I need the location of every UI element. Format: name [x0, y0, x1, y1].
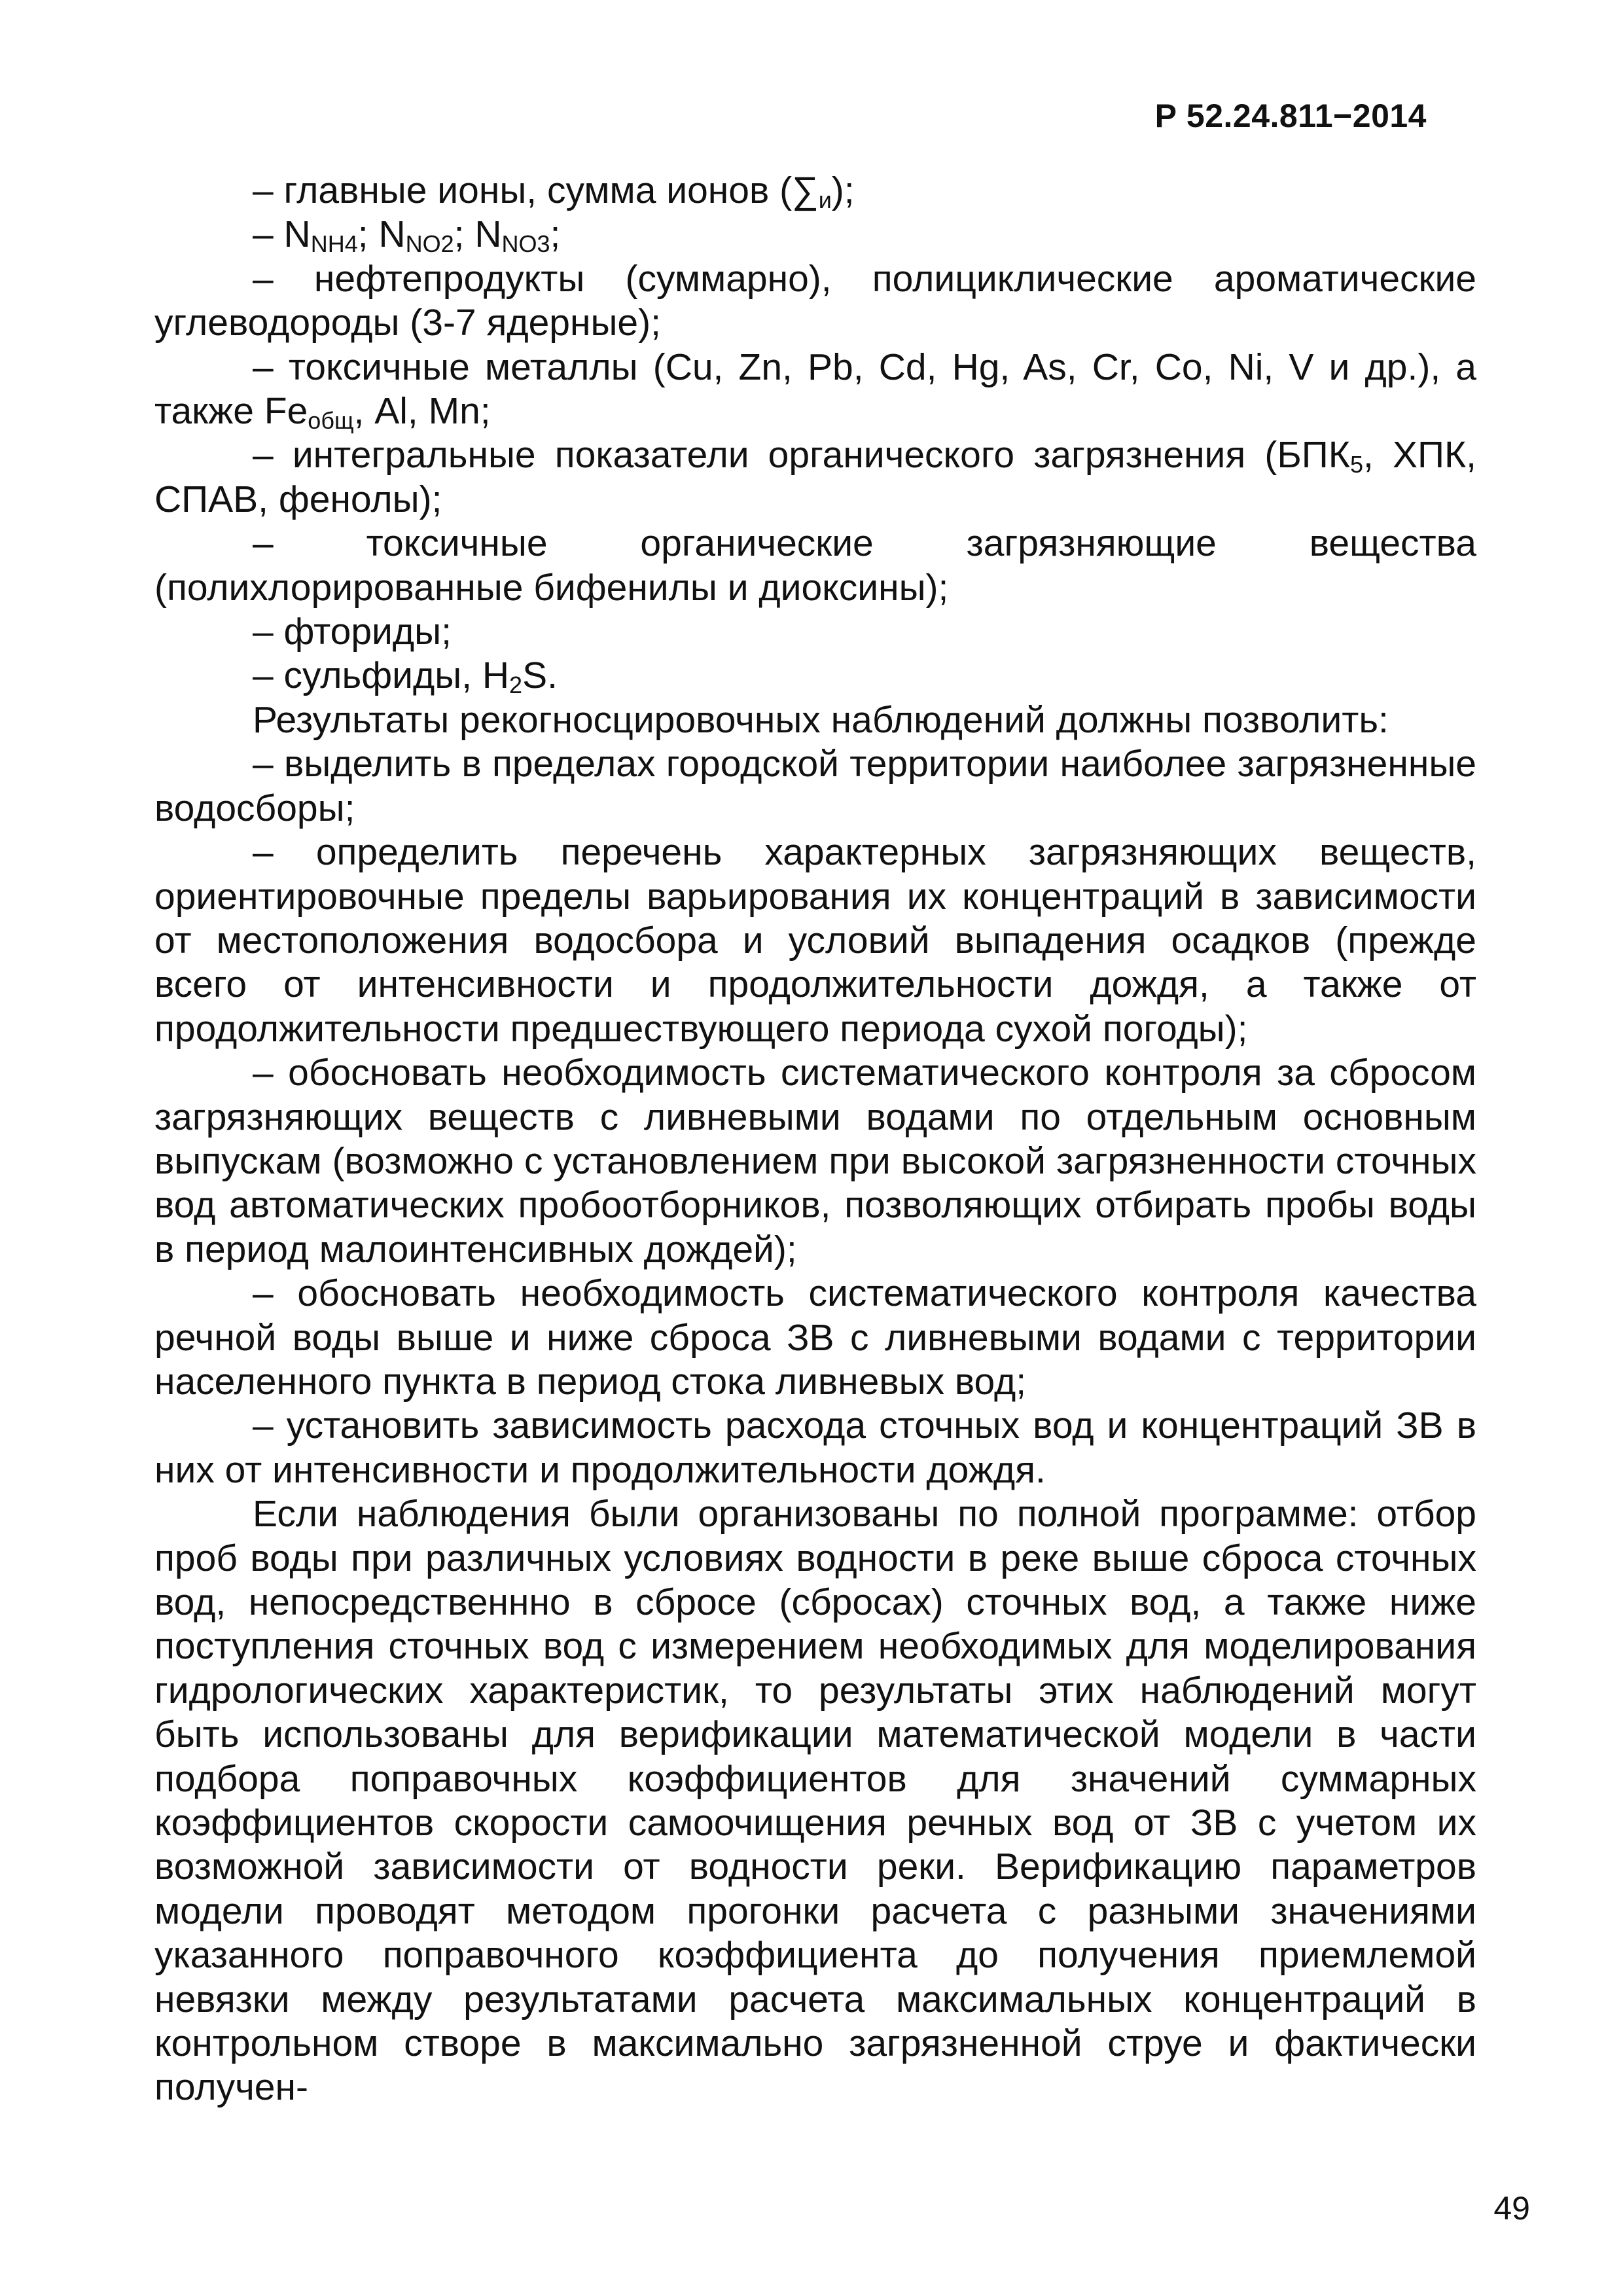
list-item-polluted-catchments: ‒ выделить в пределах городской территории наиболее загрязненные водосборы;	[154, 743, 1476, 829]
separator: ;	[550, 213, 561, 256]
list-item-integral-indicators	[154, 433, 1476, 522]
subscript: и	[818, 187, 832, 213]
list-item-fluorides: ‒ фториды;	[253, 611, 452, 653]
list-item-flow-dependence: ‒ установить зависимость расхода сточных вод и концентраций ЗВ в них от интенсивности и продолжительности дождя.	[154, 1405, 1476, 1491]
list-item-text: );	[831, 170, 855, 211]
list-item-river-quality-control: ‒ обосновать необходимость систематического контроля качества речной воды выше и ниже сброса ЗВ с ливневыми водами с территории населенного пункта в период стока ливневых вод;	[154, 1272, 1476, 1403]
subscript: 5	[1349, 451, 1363, 478]
list-item-text: ‒ токсичные металлы (Cu, Zn, Pb, Cd, Hg, As, Cr, Co, Ni, V и др.), а также Fe	[154, 346, 1476, 433]
separator: ;	[357, 213, 379, 256]
subscript: 2	[509, 672, 523, 699]
subscript: NO2	[405, 230, 454, 258]
list-item-text: , Al, Mn;	[353, 390, 491, 433]
list-item-text: ‒ сульфиды, H	[253, 655, 510, 697]
subscript: NO3	[501, 230, 550, 258]
list-item-text: ‒	[253, 213, 284, 256]
paragraph-full-program: Если наблюдения были организованы по полной программе: отбор проб воды при различных условиях водности в реке выше сброса сточных вод, непосредственнно в сбросе (сбросах) сточных вод, а также ниже поступления сточных вод с измерением необходимых для моделирования гидрологических характеристик, то результаты этих наблюдений могут быть использованы для верификации математической модели в части подбора поправочных коэффициентов для значений суммарных коэффициентов скорости самоочищения речных вод от ЗВ с учетом их возможной зависимости от водности реки. Верификацию параметров модели проводят методом прогонки расчета с разными значениями указанного поправочного коэффициента до получения приемлемой невязки между результатами расчета максимальных концентраций в контрольном створе в максимально загрязненной струе и фактически получен-	[154, 1493, 1476, 2109]
subscript: NH4	[310, 230, 358, 258]
list-item-text: ‒ интегральные показатели органического загрязнения (БПК	[253, 434, 1350, 476]
list-item-main-ions	[154, 169, 1476, 213]
list-item-sulfides	[154, 654, 1476, 698]
list-item-discharge-control: ‒ обосновать необходимость систематического контроля за сбросом загрязняющих веществ с ливневыми водами по отдельным основным выпускам (возможно с установлением при высокой загрязненности сточных вод автоматических пробоотборников, позволяющих отбирать пробы воды в период малоинтенсивных дождей);	[154, 1052, 1476, 1270]
symbol: N	[283, 213, 311, 256]
list-item-text: S.	[522, 655, 558, 697]
list-item-oil-products: ‒ нефтепродукты (суммарно), полициклические ароматические углеводороды (3-7 ядерные);	[154, 257, 1476, 344]
symbol: N	[378, 213, 406, 256]
list-item-text: , ХПК, СПАВ, фенолы);	[154, 434, 1477, 520]
list-item-toxic-metals	[154, 346, 1476, 434]
symbol: N	[474, 213, 502, 256]
subscript: общ	[308, 407, 354, 435]
body-text	[154, 169, 1476, 2110]
paragraph-results-intro: Результаты рекогносцировочных наблюдений должны позволить:	[253, 698, 1389, 741]
list-item-text: ‒ главные ионы, сумма ионов (∑	[253, 170, 819, 211]
list-item-pollutant-list: ‒ определить перечень характерных загрязняющих веществ, ориентировочные пределы варьирования их концентраций в зависимости от местоположения водосбора и условий выпадения осадков (прежде всего от интенсивности и продолжительности дождя, а также от продолжительности предшествующего периода сухой погоды);	[154, 831, 1476, 1050]
page-number: 49	[1493, 2190, 1530, 2227]
list-item-organic-pollutants: ‒ токсичные органические загрязняющие вещества (полихлорированные бифенилы и диоксины);	[154, 522, 1476, 609]
document-code: Р 52.24.811−2014	[1154, 98, 1427, 134]
list-item-nitrogen	[154, 213, 1476, 257]
separator: ;	[454, 213, 475, 256]
